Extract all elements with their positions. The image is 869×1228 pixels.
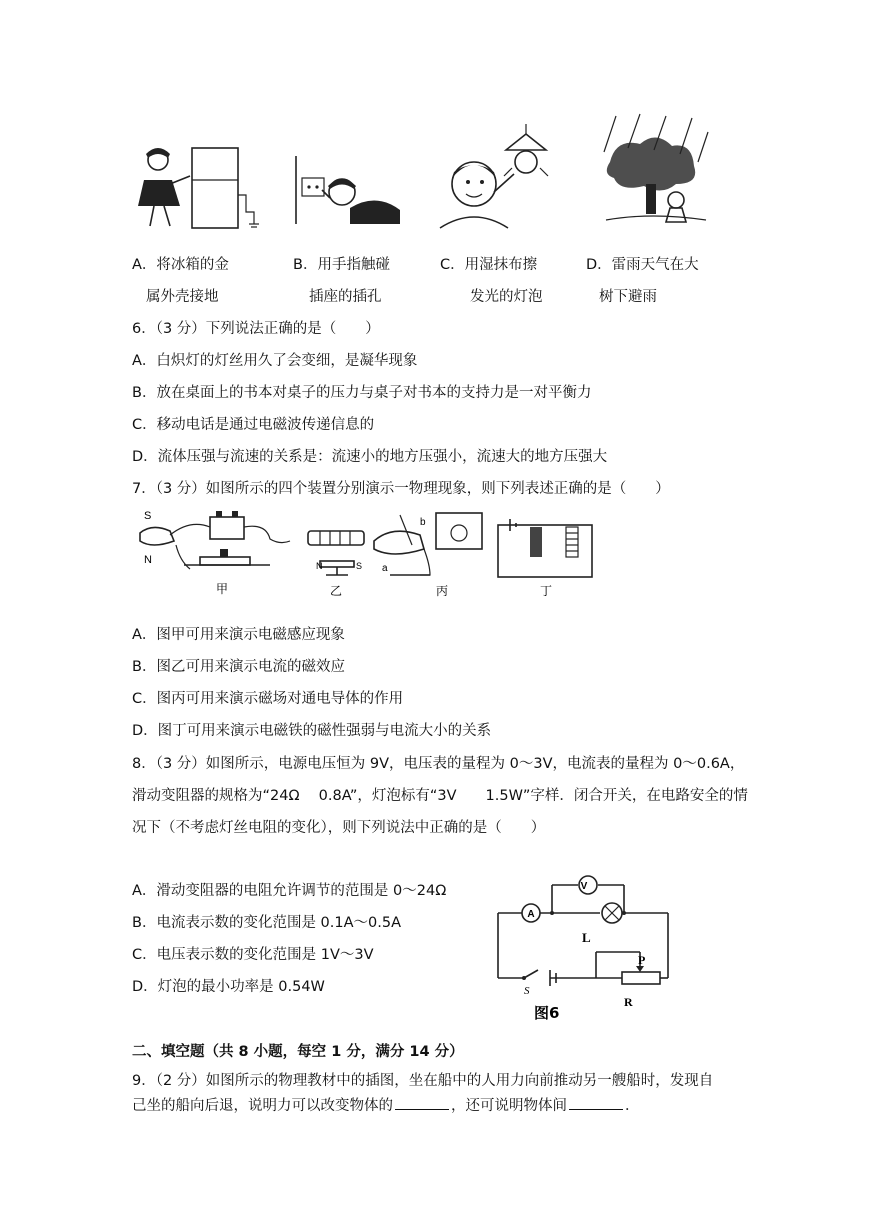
q7-label-jia: 甲 <box>216 582 229 596</box>
q5-option-b-line1: B．用手指触碰 <box>293 257 390 273</box>
q8-lamp-label: L <box>582 930 591 945</box>
q9-line2-part2: ，还可说明物体间 <box>451 1098 567 1114</box>
q8-switch-label: S <box>524 985 530 997</box>
q7-label-ding: 丁 <box>540 584 553 598</box>
q6-stem: 6．（3 分）下列说法正确的是（ ） <box>132 321 380 337</box>
q7-label-bing: 丙 <box>436 584 449 598</box>
q6-option-d: D．流体压强与流速的关系是：流速小的地方压强小，流速大的地方压强大 <box>132 449 608 465</box>
q8-option-d: D．灯泡的最小功率是 0.54W <box>132 979 325 995</box>
q7-mark-a: a <box>382 563 388 574</box>
q8-stem-line3: 况下（不考虑灯丝电阻的变化），则下列说法中正确的是（ ） <box>132 820 546 836</box>
q7-mark-s1: S <box>144 510 152 522</box>
q5-option-d-line1: D．雷雨天气在大 <box>586 257 699 273</box>
q9-answer-blank-2[interactable] <box>569 1095 623 1110</box>
q7-label-yi: 乙 <box>330 584 343 598</box>
q9-line1: 9．（2 分）如图所示的物理教材中的插图，坐在船中的人用力向前推动另一艘船时，发现自 <box>132 1073 714 1089</box>
socket-touch-picture <box>292 152 404 228</box>
q8-slider-label: P <box>638 953 646 967</box>
fridge-grounding-picture <box>130 140 265 232</box>
q6-option-c: C．移动电话是通过电磁波传递信息的 <box>132 417 375 433</box>
q8-stem-line1: 8．（3 分）如图所示，电源电压恒为 9V，电压表的量程为 0～3V，电流表的量程为 0～0.6A， <box>132 756 745 772</box>
q8-voltmeter-label: V <box>580 881 588 892</box>
q8-ammeter-label: A <box>527 909 535 920</box>
q9-line2-part1: 己坐的船向后退，说明力可以改变物体的 <box>132 1098 393 1114</box>
q8-resistor-label: R <box>624 995 633 1009</box>
q7-mark-b: b <box>420 517 426 528</box>
q8-option-c: C．电压表示数的变化范围是 1V～3V <box>132 947 374 963</box>
q8-option-b: B．电流表示数的变化范围是 0.1A～0.5A <box>132 915 402 931</box>
q5-option-c-line1: C．用湿抹布擦 <box>440 257 538 273</box>
q7-stem: 7．（3 分）如图所示的四个装置分别演示一物理现象，则下列表述正确的是（ ） <box>132 481 670 497</box>
section2-heading: 二、填空题（共 8 小题，每空 1 分，满分 14 分） <box>132 1044 464 1060</box>
q8-circuit-diagram <box>488 868 678 1026</box>
q8-figure-caption: 图6 <box>534 1004 560 1022</box>
q6-option-a: A．白炽灯的灯丝用久了会变细，是凝华现象 <box>132 353 418 369</box>
q9-answer-blank-1[interactable] <box>395 1095 449 1110</box>
q5-option-a-line1: A．将冰箱的金 <box>132 257 229 273</box>
q7-figure <box>130 505 602 601</box>
q5-option-a-line2: 属外壳接地 <box>146 289 219 305</box>
q7-mark-s2: S <box>356 561 363 571</box>
tree-in-storm-picture <box>596 112 714 230</box>
q7-option-a: A．图甲可用来演示电磁感应现象 <box>132 627 345 643</box>
q7-option-b: B．图乙可用来演示电流的磁效应 <box>132 659 345 675</box>
q7-option-c: C．图丙可用来演示磁场对通电导体的作用 <box>132 691 404 707</box>
q7-mark-n2: N <box>316 561 323 571</box>
q6-option-b: B．放在桌面上的书本对桌子的压力与桌子对书本的支持力是一对平衡力 <box>132 385 592 401</box>
q7-mark-n1: N <box>144 554 152 566</box>
q5-option-b-line2: 插座的插孔 <box>309 289 382 305</box>
q9-line2 <box>132 1094 640 1115</box>
q8-stem-line2: 滑动变阻器的规格为“24Ω 0.8A”，灯泡标有“3V 1.5W”字样．闭合开关，在电路安全的情 <box>132 788 748 804</box>
q7-option-d: D．图丁可用来演示电磁铁的磁性强弱与电流大小的关系 <box>132 723 492 739</box>
q8-option-a: A．滑动变阻器的电阻允许调节的范围是 0～24Ω <box>132 883 447 899</box>
q5-option-d-line2: 树下避雨 <box>599 289 657 305</box>
q9-line2-part3: ． <box>625 1098 640 1114</box>
q5-option-c-line2: 发光的灯泡 <box>470 289 543 305</box>
wet-cloth-bulb-picture <box>436 122 552 230</box>
